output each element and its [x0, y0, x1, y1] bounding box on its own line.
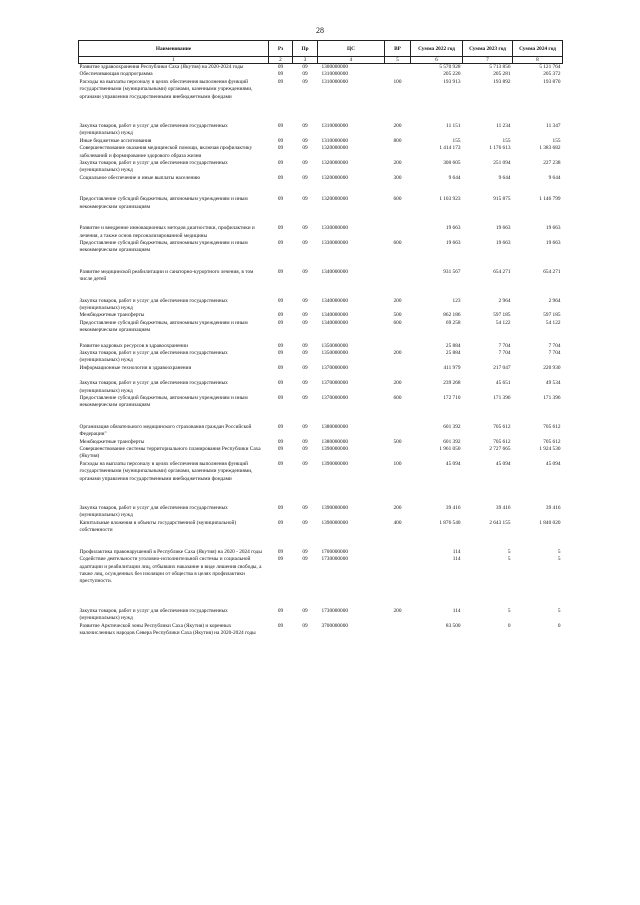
header-pr: Пр	[293, 41, 318, 57]
row-name: Закупка товаров, работ и услуг для обеспечения государственных (муниципальных) нужд	[79, 380, 228, 394]
row-name: Межбюджетные трансферты	[79, 312, 145, 319]
row-name: Совершенствование системы территориального планирования Республики Саха (Якутия)	[79, 446, 261, 460]
row-rz: 09	[277, 548, 284, 555]
row-vr: 400	[393, 519, 402, 526]
row-sum-2022: 5 570 928	[439, 64, 461, 70]
row-cs: 1350000000	[321, 349, 348, 356]
row-pr: 09	[302, 548, 308, 555]
colnum: 6	[411, 57, 463, 64]
row-rz: 09	[277, 395, 284, 401]
table-row	[79, 269, 563, 298]
row-sum-2024: 1 840 020	[539, 519, 561, 526]
table-row	[79, 395, 563, 424]
row-cs: 1310000000	[321, 123, 348, 130]
row-sum-2022: 11 151	[446, 123, 461, 130]
row-vr	[385, 623, 411, 638]
table-row	[79, 505, 563, 520]
row-sum-2024: 5	[557, 607, 561, 614]
row-vr	[385, 225, 411, 240]
row-sum-2022: 114	[452, 548, 461, 555]
header-2024: Сумма 2024 год	[513, 41, 563, 57]
row-cs: 1300000000	[321, 64, 348, 70]
row-sum-2023: 39 416	[495, 505, 511, 512]
row-name: Закупка товаров, работ и услуг для обеспечения государственных (муниципальных) нужд	[79, 607, 228, 622]
row-sum-2022: 114	[452, 607, 461, 614]
row-sum-2022: 239 268	[443, 380, 461, 387]
table-row	[79, 424, 563, 439]
row-pr: 09	[302, 446, 308, 453]
row-sum-2022: 862 186	[443, 312, 461, 319]
row-rz: 09	[277, 123, 284, 130]
row-sum-2022: 601 392	[443, 438, 461, 445]
row-vr	[385, 446, 411, 461]
row-rz: 09	[277, 364, 284, 371]
row-rz: 09	[277, 342, 284, 349]
row-cs: 1340000000	[321, 319, 348, 326]
row-rz: 09	[277, 622, 284, 629]
table-body	[79, 64, 563, 638]
row-sum-2023: 19 663	[495, 239, 511, 246]
row-sum-2024: 7 704	[548, 349, 561, 356]
row-sum-2024: 155	[552, 137, 561, 144]
table-row	[79, 446, 563, 461]
row-sum-2024: 49 534	[545, 380, 561, 387]
row-rz: 09	[277, 196, 284, 203]
row-rz: 09	[277, 556, 284, 563]
row-pr: 09	[302, 196, 308, 203]
row-vr: 600	[393, 395, 402, 401]
row-cs: 1330000000	[321, 239, 348, 246]
header-rz: Рз	[269, 41, 293, 57]
table-row	[79, 145, 563, 160]
row-vr: 500	[393, 312, 402, 319]
table-row	[79, 608, 563, 623]
header-vr: ВР	[385, 41, 411, 57]
row-pr: 09	[302, 145, 308, 152]
colnum: 2	[269, 57, 293, 64]
row-sum-2023: 597 185	[493, 312, 511, 319]
row-sum-2023: 45 651	[495, 380, 511, 387]
row-rz: 09	[277, 423, 284, 430]
row-rz: 09	[277, 297, 284, 304]
row-sum-2022: 172 710	[443, 395, 461, 401]
row-vr: 600	[393, 239, 402, 246]
table-row	[79, 123, 563, 138]
row-vr	[385, 269, 411, 298]
row-sum-2023: 9 644	[498, 174, 511, 181]
row-vr	[385, 549, 411, 556]
row-vr	[385, 343, 411, 350]
row-vr	[385, 365, 411, 380]
row-name: Развитие и внедрение инновационных методов диагностики, профилактики и лечения, а также основ персонализированной медицины	[79, 225, 255, 239]
row-name: Предоставление субсидий бюджетным, автономным учреждениям и иным некоммерческим организациям	[79, 196, 248, 210]
row-cs: 1730000000	[321, 556, 348, 563]
row-name: Развитие Арктической зоны Республики Саха (Якутия) и коренных малочисленных народов Севера Республики Саха (Якутия) на 2020-2024 годы	[79, 622, 256, 636]
row-rz: 09	[277, 78, 284, 85]
row-sum-2023: 54 122	[495, 319, 511, 326]
row-name: Предоставление субсидий бюджетным, автономным учреждениям и иным некоммерческим организациям	[79, 239, 248, 254]
row-vr: 200	[393, 123, 402, 130]
row-vr: 500	[393, 438, 402, 445]
row-vr: 800	[393, 137, 402, 144]
row-cs: 1310000000	[321, 71, 348, 78]
colnum: 7	[463, 57, 513, 64]
row-pr: 09	[302, 438, 308, 445]
table-row	[79, 320, 563, 343]
row-sum-2024: 1 924 530	[539, 446, 561, 453]
row-sum-2024: 227 238	[543, 160, 561, 167]
row-sum-2023: 11 234	[496, 123, 511, 130]
row-sum-2023: 2 964	[498, 297, 511, 304]
row-cs: 1390000000	[321, 446, 348, 453]
row-cs: 1310000000	[321, 137, 348, 144]
table-row	[79, 549, 563, 556]
row-pr: 09	[302, 71, 308, 78]
row-sum-2024: 1 383 682	[539, 145, 561, 152]
row-pr: 09	[302, 312, 308, 319]
row-sum-2022: 25 884	[445, 349, 461, 356]
row-name: Расходы на выплаты персоналу в целях обеспечения выполнения функций государственными (муниципальными) органами, казенными учреждениями, органами управления государственными внебюджетными фондами	[79, 460, 253, 482]
row-sum-2024: 7 704	[548, 342, 561, 349]
table-row	[79, 160, 563, 175]
row-vr	[385, 145, 411, 160]
row-sum-2023: 7 704	[498, 342, 511, 349]
row-pr: 09	[302, 174, 308, 181]
row-name: Капитальные вложения в объекты государственной (муниципальной) собственности	[79, 519, 237, 534]
row-rz: 09	[277, 319, 284, 326]
row-cs: 1320000000	[321, 196, 348, 203]
table-row	[79, 380, 563, 395]
row-sum-2024: 705 612	[543, 423, 561, 430]
row-name: Расходы на выплаты персоналу в целях обеспечения выполнения функций государственными (муниципальными) органами, казенными учреждениями, органами управления государственными внебюджетными фондами	[79, 78, 253, 100]
row-name: Закупка товаров, работ и услуг для обеспечения государственных (муниципальных) нужд	[79, 123, 228, 137]
row-sum-2022: 193 913	[443, 78, 461, 85]
row-rz: 09	[277, 64, 284, 70]
row-pr: 09	[302, 556, 308, 563]
row-pr: 09	[302, 225, 308, 232]
row-sum-2024: 0	[557, 622, 561, 629]
row-sum-2022: 123	[452, 297, 461, 304]
row-cs: 1310000000	[321, 78, 348, 85]
row-sum-2022: 601 392	[443, 423, 461, 430]
row-cs: 1320000000	[321, 145, 348, 152]
row-sum-2022: 45 094	[445, 460, 461, 467]
row-sum-2024: 193 870	[543, 78, 561, 85]
row-pr: 09	[302, 607, 308, 614]
header-name: Наименование	[79, 41, 269, 57]
row-sum-2023: 1 176 613	[489, 145, 511, 152]
row-pr: 09	[302, 505, 308, 512]
row-pr: 09	[302, 423, 308, 430]
row-cs: 1380000000	[321, 423, 348, 430]
table-row	[79, 520, 563, 549]
row-vr: 300	[393, 174, 402, 181]
row-sum-2023: 705 612	[493, 438, 511, 445]
row-rz: 09	[277, 225, 284, 232]
row-pr: 09	[302, 364, 308, 371]
row-sum-2023: 654 271	[493, 268, 511, 275]
table-row	[79, 556, 563, 608]
row-rz: 09	[277, 137, 284, 144]
row-sum-2022: 155	[452, 137, 461, 144]
row-rz: 09	[277, 446, 284, 453]
row-cs: 1330000000	[321, 225, 348, 232]
row-sum-2023: 915 875	[493, 196, 511, 203]
row-vr: 600	[393, 319, 402, 326]
row-cs: 1370000000	[321, 380, 348, 387]
row-cs: 1340000000	[321, 297, 348, 304]
row-sum-2024: 5	[557, 556, 561, 563]
row-rz: 09	[277, 239, 284, 246]
row-sum-2022: 1 103 923	[439, 196, 461, 203]
row-sum-2022: 39 416	[445, 505, 461, 512]
row-pr: 09	[302, 395, 308, 401]
row-sum-2022: 83 500	[445, 622, 461, 629]
row-sum-2022: 300 605	[443, 160, 461, 167]
row-vr: 200	[393, 505, 402, 512]
row-sum-2023: 205 281	[493, 71, 511, 78]
row-name: Предоставление субсидий бюджетным, автономным учреждениям и иным некоммерческим организациям	[79, 395, 248, 409]
row-sum-2022: 19 663	[445, 225, 461, 232]
row-rz: 09	[277, 71, 284, 78]
row-name: Развитие здравоохранения Республики Саха (Якутия) на 2020-2024 годы	[79, 64, 244, 70]
row-vr: 100	[393, 460, 402, 467]
row-sum-2023: 5	[507, 607, 511, 614]
row-sum-2023: 5 713 856	[489, 64, 511, 70]
row-cs: 1730000000	[321, 607, 348, 614]
row-sum-2023: 2 727 665	[489, 446, 511, 453]
row-pr: 09	[302, 137, 308, 144]
row-sum-2024: 205 372	[543, 71, 561, 78]
row-pr: 09	[302, 239, 308, 246]
row-sum-2022: 9 644	[448, 174, 461, 181]
row-sum-2024: 220 930	[543, 364, 561, 371]
row-sum-2023: 5	[507, 548, 511, 555]
row-rz: 09	[277, 160, 284, 167]
row-name: Закупка товаров, работ и услуг для обеспечения государственных (муниципальных) нужд	[79, 297, 228, 311]
row-sum-2024: 19 663	[545, 239, 561, 246]
row-cs: 3700000000	[321, 622, 348, 629]
row-name: Совершенствование оказания медицинской помощи, включая профилактику заболеваний и формирование здорового образа жизни	[79, 145, 253, 159]
row-sum-2024: 45 094	[545, 460, 561, 467]
column-numbers-row	[79, 57, 563, 64]
row-name: Информационные технологии в здравоохранении	[79, 364, 192, 371]
row-pr: 09	[302, 123, 308, 130]
row-cs: 1390000000	[321, 519, 348, 526]
row-pr: 09	[302, 297, 308, 304]
header-2023: Сумма 2023 год	[463, 41, 513, 57]
row-cs: 1390000000	[321, 505, 348, 512]
row-cs: 1340000000	[321, 268, 348, 275]
row-sum-2022: 931 567	[443, 268, 461, 275]
row-vr: 200	[393, 297, 402, 304]
row-sum-2024: 597 185	[543, 312, 561, 319]
table-row	[79, 298, 563, 313]
row-sum-2023: 251 094	[493, 160, 511, 167]
row-sum-2023: 5	[507, 556, 511, 563]
row-sum-2022: 69 258	[445, 319, 461, 326]
row-sum-2022: 1 961 050	[439, 446, 461, 453]
row-rz: 09	[277, 438, 284, 445]
row-vr: 200	[393, 607, 402, 614]
row-sum-2024: 5 121 764	[539, 64, 561, 70]
row-vr: 200	[393, 160, 402, 167]
row-pr: 09	[302, 319, 308, 326]
row-pr: 09	[302, 460, 308, 467]
row-rz: 09	[277, 380, 284, 387]
row-sum-2023: 0	[507, 622, 511, 629]
row-sum-2022: 1 876 540	[439, 519, 461, 526]
table-header	[79, 41, 563, 64]
row-pr: 09	[302, 78, 308, 85]
row-cs: 1390000000	[321, 460, 348, 467]
budget-table	[78, 40, 563, 637]
row-rz: 09	[277, 349, 284, 356]
colnum: 1	[79, 57, 269, 64]
row-name: Организация обязательного медицинского страхования граждан Российской Федерации"	[79, 423, 252, 438]
row-name: Профилактика правонарушений в Республике Саха (Якутия) на 2020 - 2024 годы	[79, 548, 262, 555]
row-vr: 200	[393, 349, 402, 356]
table-row	[79, 350, 563, 365]
row-sum-2022: 114	[452, 556, 461, 563]
row-sum-2022: 25 884	[445, 342, 461, 349]
colnum: 8	[513, 57, 563, 64]
row-pr: 09	[302, 349, 308, 356]
row-pr: 09	[302, 64, 308, 70]
row-name: Закупка товаров, работ и услуг для обеспечения государственных (муниципальных) нужд	[79, 505, 228, 519]
row-vr: 200	[393, 380, 402, 387]
row-sum-2024: 2 964	[548, 297, 561, 304]
table-row	[79, 623, 563, 638]
row-cs: 1370000000	[321, 395, 348, 401]
row-rz: 09	[277, 460, 284, 467]
row-sum-2024: 171 396	[543, 395, 561, 401]
row-cs: 1320000000	[321, 174, 348, 181]
row-sum-2023: 7 704	[498, 349, 511, 356]
row-sum-2023: 45 094	[495, 460, 511, 467]
row-cs: 1320000000	[321, 160, 348, 167]
row-name: Иные бюджетные ассигнования	[79, 137, 152, 144]
row-pr: 09	[302, 268, 308, 275]
row-sum-2024: 19 663	[545, 225, 561, 232]
table-row	[79, 175, 563, 196]
header-2022: Сумма 2022 год	[411, 41, 463, 57]
row-sum-2024: 9 644	[548, 174, 561, 181]
row-sum-2024: 5	[557, 548, 561, 555]
row-rz: 09	[277, 174, 284, 181]
row-sum-2022: 19 663	[445, 239, 461, 246]
row-name: Предоставление субсидий бюджетным, автономным учреждениям и иным некоммерческим организациям	[79, 319, 248, 334]
row-name: Содействие деятельности уголовно-исполнительной системы и социальной адаптации и реабилитации лиц, отбывших наказание в виде лишения свободы, а также лиц, осужденных без изоляции от общества в целях профилактики преступности.	[79, 556, 262, 585]
row-name: Развитие кадровых ресурсов в здравоохранении	[79, 342, 188, 349]
row-rz: 09	[277, 505, 284, 512]
row-pr: 09	[302, 160, 308, 167]
table-row	[79, 343, 563, 350]
table-row	[79, 71, 563, 78]
row-rz: 09	[277, 607, 284, 614]
row-cs: 1700000000	[321, 548, 348, 555]
colnum: 4	[318, 57, 385, 64]
table-row	[79, 312, 563, 319]
row-sum-2024: 39 416	[545, 505, 561, 512]
row-vr	[385, 71, 411, 78]
row-sum-2023: 19 663	[495, 225, 511, 232]
row-rz: 09	[277, 312, 284, 319]
row-sum-2022: 1 414 173	[439, 145, 461, 152]
table-row	[79, 439, 563, 446]
row-vr	[385, 556, 411, 608]
row-rz: 09	[277, 268, 284, 275]
page-number: 28	[316, 26, 324, 35]
row-sum-2024: 1 146 799	[539, 196, 561, 203]
row-name: Развитие медицинской реабилитации и санаторно-курортного лечения, в том числе детей	[79, 268, 254, 283]
row-rz: 09	[277, 519, 284, 526]
row-sum-2023: 155	[502, 137, 511, 144]
colnum: 5	[385, 57, 411, 64]
row-sum-2024: 54 122	[545, 319, 561, 326]
table-row	[79, 225, 563, 240]
row-sum-2022: 205 220	[443, 71, 461, 78]
row-vr	[385, 424, 411, 439]
table-row	[79, 461, 563, 505]
row-cs: 1340000000	[321, 312, 348, 319]
row-sum-2024: 11 347	[546, 123, 561, 130]
row-cs: 1350000000	[321, 342, 348, 349]
row-sum-2023: 2 643 155	[489, 519, 511, 526]
table-row	[79, 240, 563, 269]
row-vr: 100	[393, 78, 402, 85]
row-name: Закупка товаров, работ и услуг для обеспечения государственных (муниципальных) нужд	[79, 160, 228, 174]
row-sum-2023: 705 612	[493, 423, 511, 430]
row-sum-2023: 193 892	[493, 78, 511, 85]
row-name: Межбюджетные трансферты	[79, 438, 145, 445]
table-row	[79, 79, 563, 123]
table-row	[79, 196, 563, 225]
row-vr: 600	[393, 196, 402, 203]
row-sum-2022: 411 979	[443, 364, 461, 371]
row-name: Закупка товаров, работ и услуг для обеспечения государственных (муниципальных) нужд	[79, 349, 228, 364]
row-pr: 09	[302, 342, 308, 349]
row-cs: 1380000000	[321, 438, 348, 445]
row-name: Социальное обеспечение и иные выплаты населению	[79, 174, 201, 181]
row-rz: 09	[277, 145, 284, 152]
row-name: Обеспечивающая подпрограмма	[79, 71, 153, 78]
header-cs: ЦС	[318, 41, 385, 57]
row-pr: 09	[302, 519, 308, 526]
row-sum-2024: 654 271	[543, 268, 561, 275]
row-sum-2023: 171 396	[493, 395, 511, 401]
colnum: 3	[293, 57, 318, 64]
table-row	[79, 365, 563, 380]
row-sum-2024: 705 612	[543, 438, 561, 445]
row-vr	[385, 64, 411, 72]
row-sum-2023: 217 047	[493, 364, 511, 371]
row-cs: 1370000000	[321, 364, 348, 371]
row-pr: 09	[302, 622, 308, 629]
row-pr: 09	[302, 380, 308, 387]
